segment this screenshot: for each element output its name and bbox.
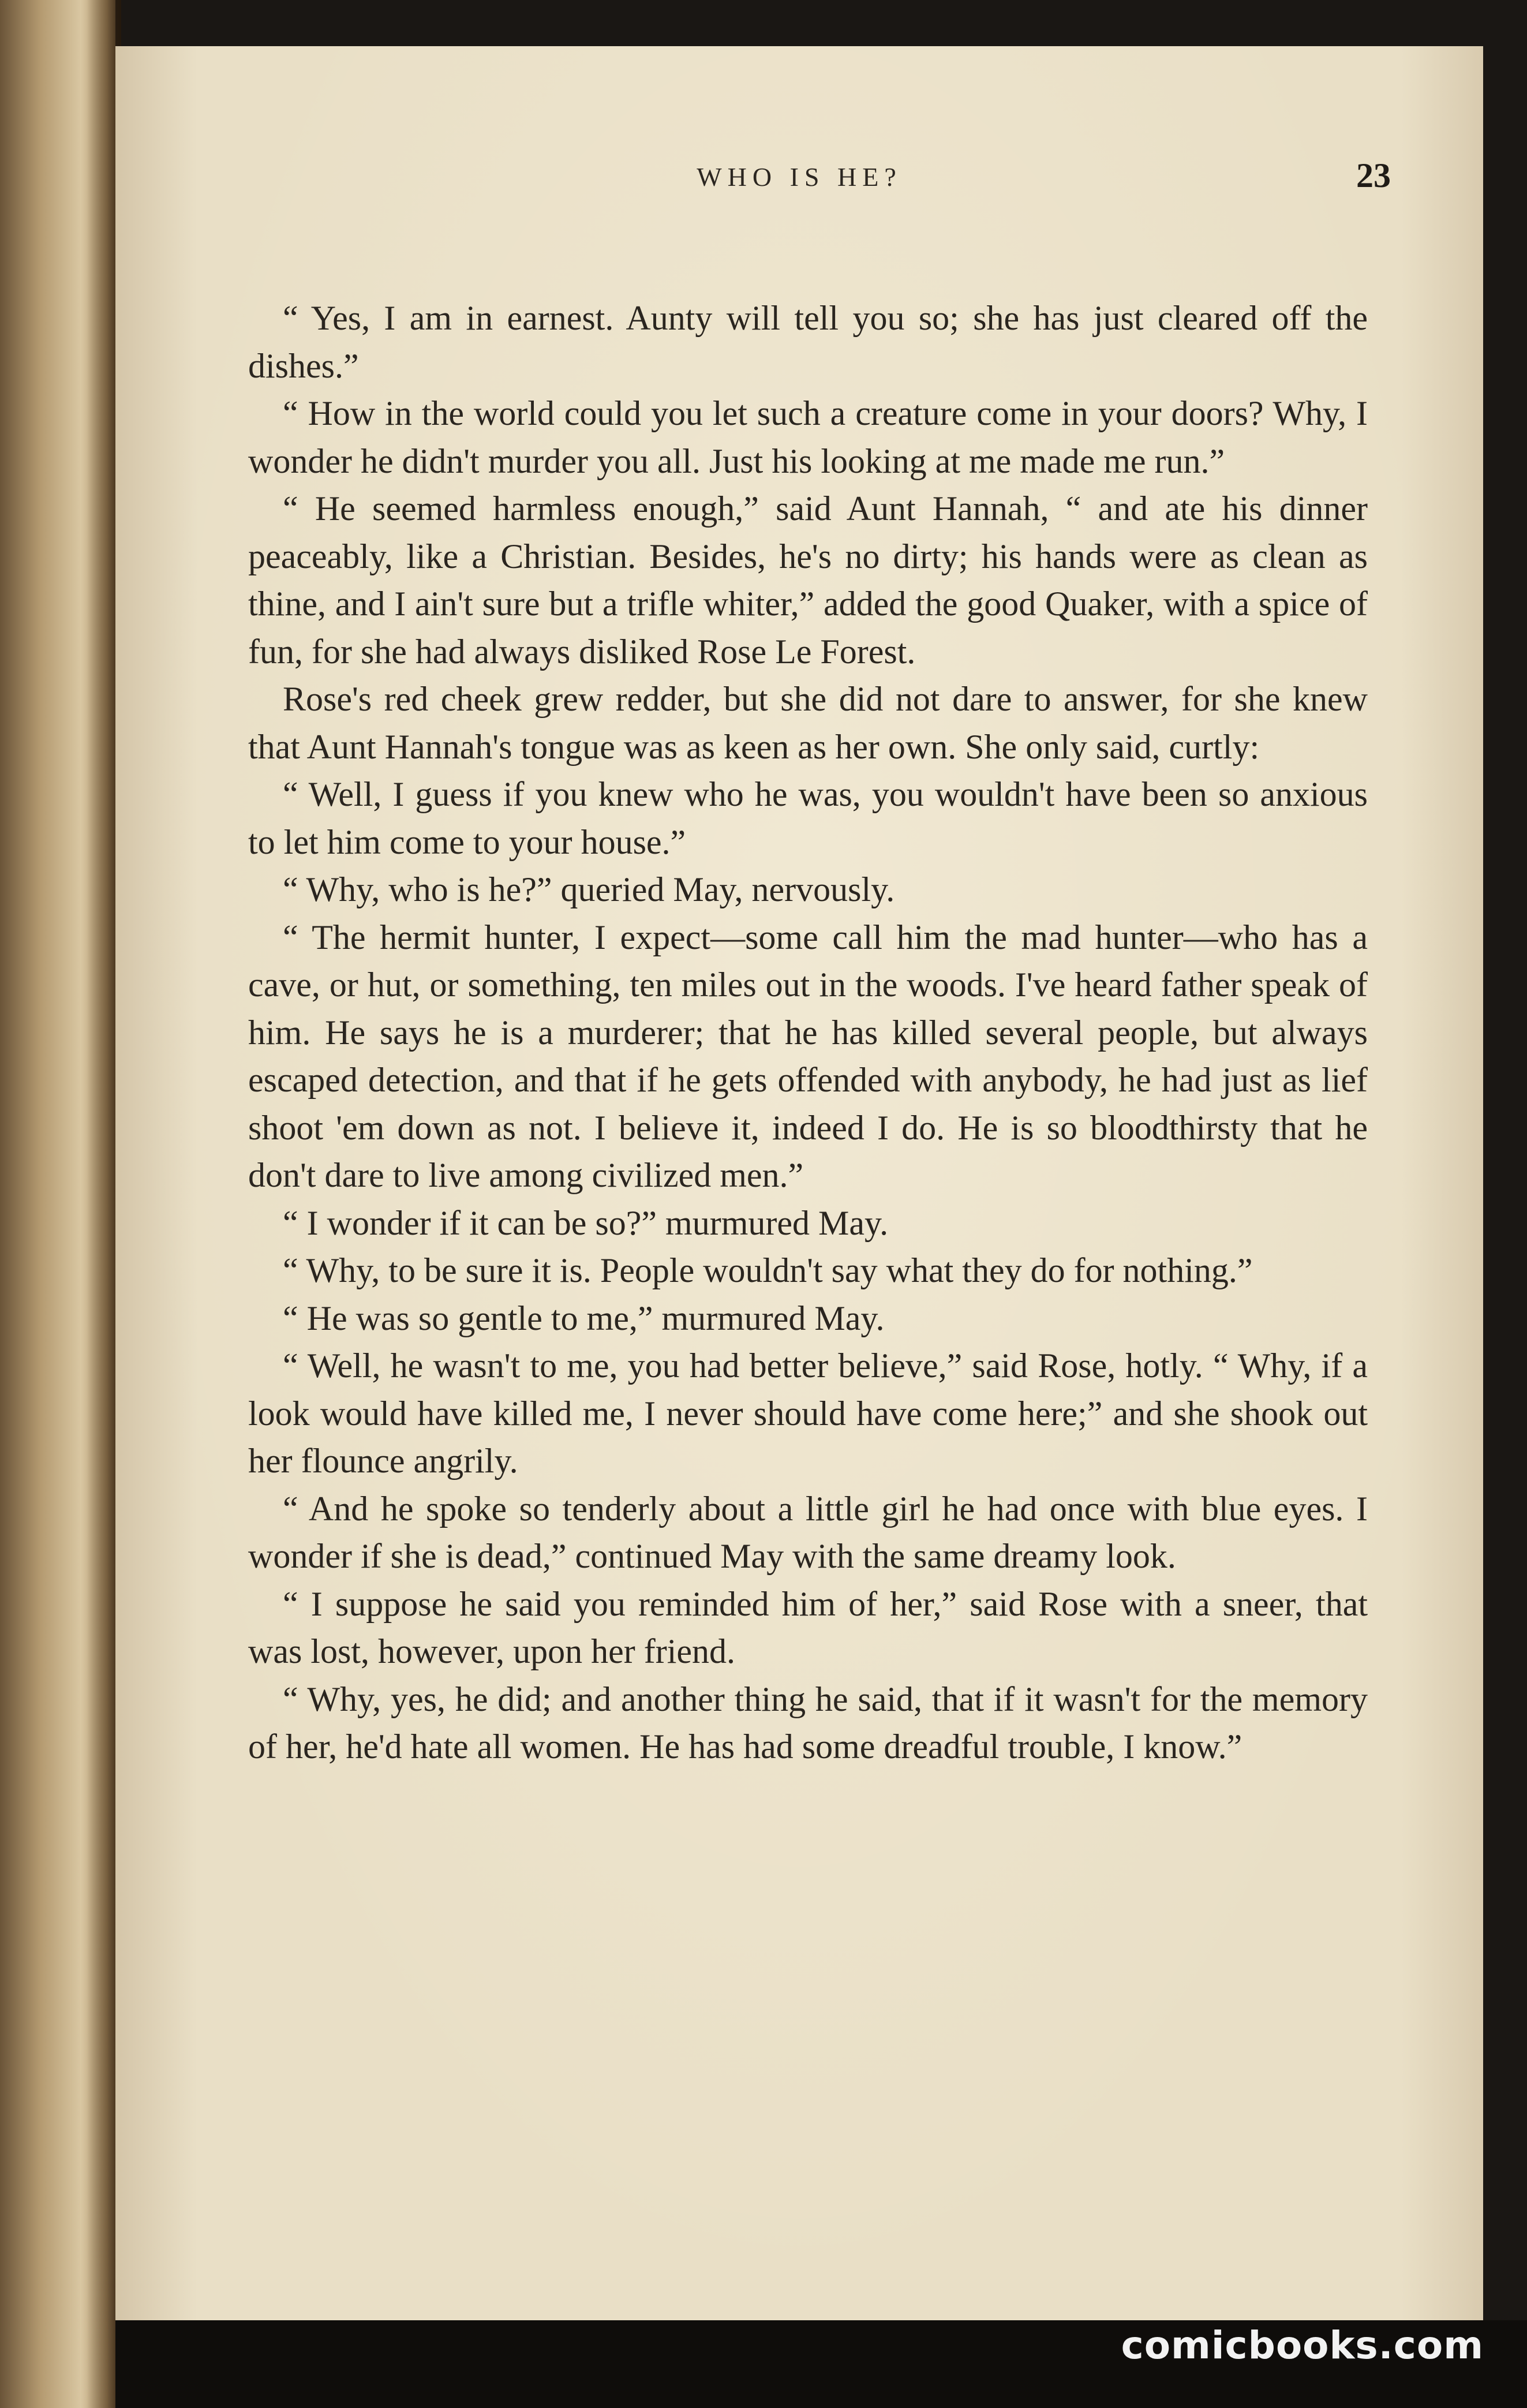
paragraph: “ The hermit hunter, I expect—some call him the mad hunter—who has a cave, or hut, or something, ten miles out in the woods. I've heard father speak of him. He says he is a murderer; that he has killed several people, but always escaped detection, and that if he gets offended with anybody, he had just as lief shoot 'em down as not. I believe it, indeed I do. He is so bloodthirsty that he don't dare to live among civilized men.” [248,918,1368,1194]
paragraph: “ I wonder if it can be so?” murmured May. [283,1203,889,1242]
paragraph: “ Why, to be sure it is. People wouldn't say what they do for nothing.” [283,1251,1253,1289]
paragraph: “ He was so gentle to me,” murmured May. [283,1299,885,1337]
page-number: 23 [1356,156,1391,195]
body-text [248,294,1368,1771]
paragraph: “ Well, he wasn't to me, you had better believe,” said Rose, hotly. “ Why, if a look would have killed me, I never should have come here;” and she shook out her flounce angrily. [248,1347,1368,1480]
paragraph: “ He seemed harmless enough,” said Aunt Hannah, “ and ate his dinner peaceably, like a Christian. Besides, he's no dirty; his hands were as clean as thine, and I ain't sure but a trifle whiter,” added the good Quaker, with a spice of fun, for she had always disliked Rose Le Forest. [248,489,1368,671]
paragraph: “ I suppose he said you reminded him of her,” said Rose with a sneer, that was lost, however, upon her friend. [248,1584,1368,1670]
paragraph: “ Well, I guess if you knew who he was, you wouldn't have been so anxious to let him come to your house.” [248,775,1368,861]
paragraph: “ Why, yes, he did; and another thing he said, that if it wasn't for the memory of her, he'd hate all women. He has had some dreadful trouble, I know.” [248,1680,1368,1766]
paragraph: “ Why, who is he?” queried May, nervously. [283,870,895,908]
paragraph: Rose's red cheek grew redder, but she did not dare to answer, for she knew that Aunt Hannah's tongue was as keen as her own. She only said, curtly: [248,680,1368,766]
paragraph: “ Yes, I am in earnest. Aunty will tell you so; she has just cleared off the dishes.” [248,299,1368,385]
watermark: comicbooks.com [1121,2323,1484,2368]
paragraph: “ And he spoke so tenderly about a little girl he had once with blue eyes. I wonder if she is dead,” continued May with the same dreamy look. [248,1489,1368,1575]
paragraph: “ How in the world could you let such a creature come in your doors? Why, I wonder he didn't murder you all. Just his looking at me made me run.” [248,394,1368,480]
running-head: WHO IS HE? [697,162,902,192]
book-page [115,46,1483,2320]
